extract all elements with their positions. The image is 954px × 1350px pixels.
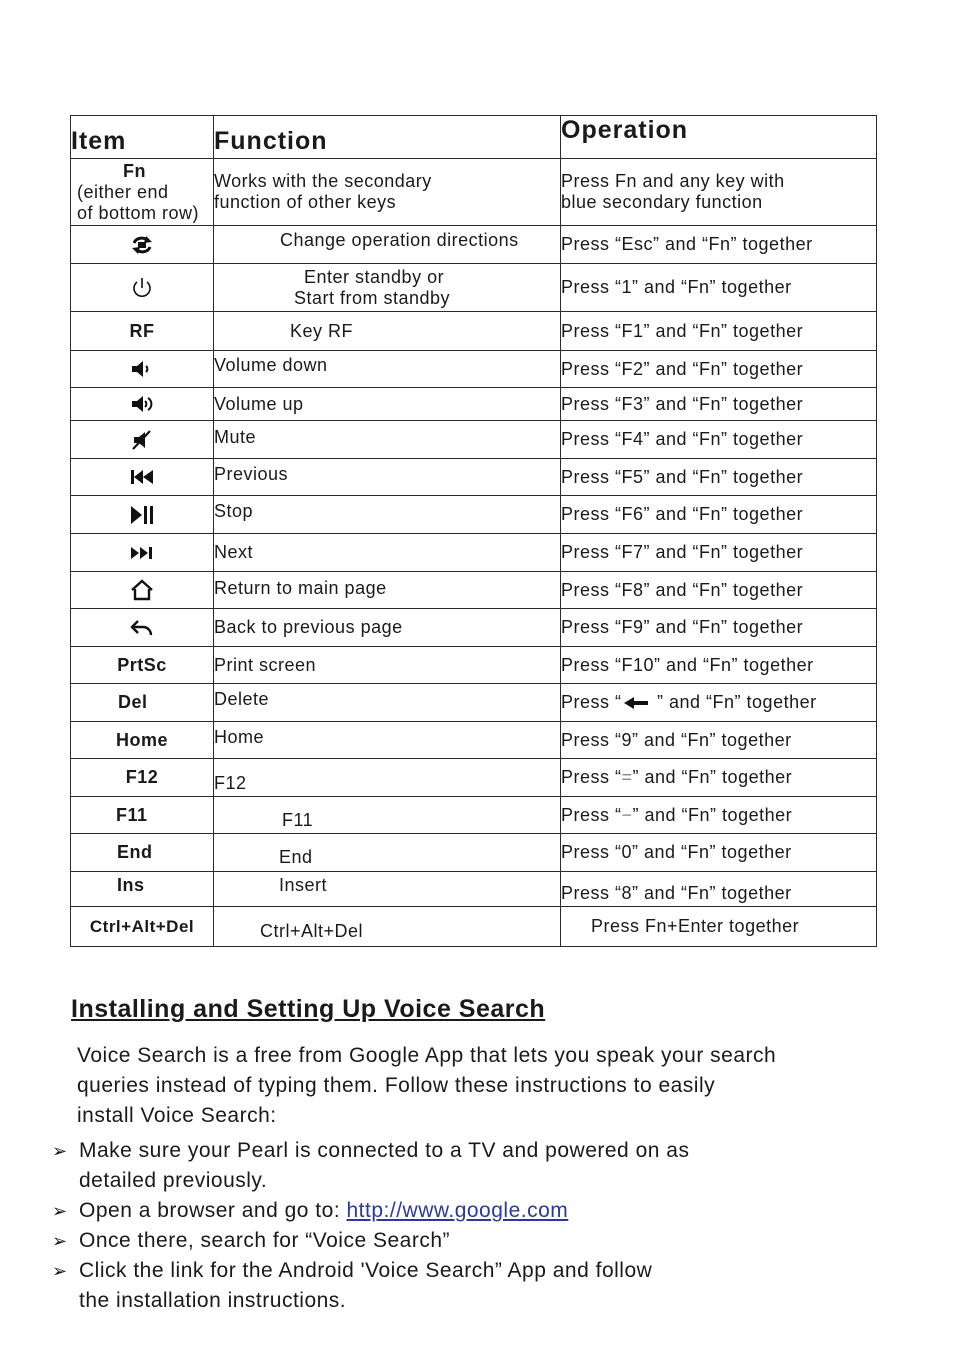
table-row	[71, 459, 877, 496]
header-function: Function	[214, 116, 561, 159]
item-ins: Ins	[71, 872, 214, 907]
table-row	[71, 264, 877, 312]
intro-line: queries instead of typing them. Follow these instructions to easily	[77, 1074, 716, 1097]
operation-cell: Press “F7” and “Fn” together	[561, 534, 877, 572]
step-text: Open a browser and go to:	[79, 1199, 347, 1222]
table-row	[71, 684, 877, 722]
function-cell: Next	[214, 534, 561, 572]
item-home: Home	[71, 722, 214, 759]
operation-line: blue secondary function	[561, 192, 763, 212]
list-item	[52, 1256, 902, 1316]
voice-search-heading: Installing and Setting Up Voice Search	[71, 995, 546, 1023]
function-cell: End	[214, 834, 561, 872]
item-cell	[71, 226, 214, 264]
function-cell	[214, 264, 561, 312]
item-cell	[71, 351, 214, 388]
item-cell	[71, 264, 214, 312]
list-item	[52, 1226, 902, 1256]
operation-line: Press Fn and any key with	[561, 171, 785, 191]
next-track-icon	[129, 541, 155, 565]
volume-down-icon	[129, 357, 155, 381]
function-cell: Delete	[214, 684, 561, 722]
function-cell: Volume down	[214, 351, 561, 388]
fn-note-2: of bottom row)	[77, 202, 200, 223]
item-cell	[71, 572, 214, 609]
backspace-arrow-icon	[622, 695, 652, 711]
item-cell	[71, 534, 214, 572]
install-steps-list	[52, 1136, 902, 1316]
table-row	[71, 872, 877, 907]
function-cell: F11	[214, 797, 561, 834]
function-cell: Back to previous page	[214, 609, 561, 647]
operation-cell: Press “F2” and “Fn” together	[561, 351, 877, 388]
table-row	[71, 907, 877, 947]
step-text: Click the link for the Android 'Voice Search” App and follow	[79, 1259, 653, 1282]
previous-track-icon	[129, 465, 155, 489]
header-item: Item	[71, 116, 214, 159]
item-cell	[71, 459, 214, 496]
item-ctrl-alt-del: Ctrl+Alt+Del	[71, 907, 214, 947]
function-cell: Home	[214, 722, 561, 759]
minus-key-symbol: −	[621, 804, 633, 825]
operation-text: Press “	[561, 767, 622, 787]
table-row	[71, 722, 877, 759]
shortcut-table	[70, 115, 877, 947]
operation-cell: Press “F1” and “Fn” together	[561, 312, 877, 351]
function-cell: Ctrl+Alt+Del	[214, 907, 561, 947]
function-line: function of other keys	[214, 192, 397, 212]
operation-text: Press “	[561, 692, 622, 712]
operation-cell	[561, 684, 877, 722]
intro-line: Voice Search is a free from Google App that lets you speak your search	[77, 1044, 777, 1067]
operation-cell: Press Fn+Enter together	[561, 907, 877, 947]
operation-text: ” and “Fn” together	[632, 804, 793, 825]
arrow-bullet-icon: ➢	[52, 1201, 68, 1221]
table-row	[71, 226, 877, 264]
operation-cell: Press “1” and “Fn” together	[561, 264, 877, 312]
function-cell: Key RF	[214, 312, 561, 351]
table-row	[71, 496, 877, 534]
item-cell	[71, 388, 214, 421]
function-cell: F12	[214, 759, 561, 797]
fn-note-1: (either end	[77, 181, 169, 202]
item-fn	[71, 159, 214, 226]
arrow-bullet-icon: ➢	[52, 1261, 68, 1281]
table-row	[71, 609, 877, 647]
operation-cell: Press “F6” and “Fn” together	[561, 496, 877, 534]
function-line: Start from standby	[294, 287, 451, 308]
operation-cell: Press “F5” and “Fn” together	[561, 459, 877, 496]
table-row	[71, 759, 877, 797]
fn-key-label: Fn	[123, 160, 146, 181]
list-item	[52, 1136, 902, 1196]
arrow-bullet-icon: ➢	[52, 1231, 68, 1251]
table-row	[71, 572, 877, 609]
table-row	[71, 534, 877, 572]
operation-cell: Press “F8” and “Fn” together	[561, 572, 877, 609]
table-row	[71, 312, 877, 351]
step-text: Once there, search for “Voice Search”	[79, 1229, 450, 1252]
operation-cell: Press “F3” and “Fn” together	[561, 388, 877, 421]
operation-cell	[561, 797, 877, 834]
operation-cell	[561, 759, 877, 797]
operation-cell: Press “Esc” and “Fn” together	[561, 226, 877, 264]
mute-icon	[129, 428, 155, 452]
list-item	[52, 1196, 902, 1226]
operation-text: ” and “Fn” together	[632, 767, 793, 787]
table-header-row	[71, 116, 877, 159]
play-pause-icon	[129, 503, 155, 527]
operation-cell: Press “8” and “Fn” together	[561, 872, 877, 907]
function-line: Works with the secondary	[214, 171, 432, 191]
header-operation: Operation	[561, 116, 877, 159]
item-cell	[71, 609, 214, 647]
operation-cell	[561, 159, 877, 226]
operation-text: Press “	[561, 804, 622, 825]
step-text: the installation instructions.	[79, 1289, 347, 1312]
item-end: End	[71, 834, 214, 872]
operation-text: ” and “Fn” together	[651, 692, 817, 712]
back-arrow-icon	[129, 616, 155, 640]
operation-cell: Press “F9” and “Fn” together	[561, 609, 877, 647]
function-line: Enter standby or	[304, 266, 445, 287]
table-row	[71, 159, 877, 226]
function-cell: Volume up	[214, 388, 561, 421]
item-rf: RF	[71, 312, 214, 351]
table-row	[71, 647, 877, 684]
volume-up-icon	[129, 392, 155, 416]
function-cell: Previous	[214, 459, 561, 496]
function-cell: Print screen	[214, 647, 561, 684]
function-cell: Return to main page	[214, 572, 561, 609]
function-cell: Mute	[214, 421, 561, 459]
voice-search-intro	[77, 1041, 877, 1131]
function-cell	[214, 159, 561, 226]
switch-direction-icon	[129, 233, 155, 257]
power-icon	[129, 276, 155, 300]
item-f11: F11	[71, 797, 214, 834]
function-cell: Change operation directions	[214, 226, 561, 264]
item-cell	[71, 496, 214, 534]
operation-cell: Press “F10” and “Fn” together	[561, 647, 877, 684]
item-cell	[71, 421, 214, 459]
item-del: Del	[71, 684, 214, 722]
operation-cell: Press “9” and “Fn” together	[561, 722, 877, 759]
equals-key-symbol: =	[621, 767, 633, 787]
arrow-bullet-icon: ➢	[52, 1141, 68, 1161]
google-link[interactable]: http://www.google.com	[346, 1199, 569, 1222]
intro-line: install Voice Search:	[77, 1104, 277, 1127]
step-text: detailed previously.	[79, 1169, 268, 1192]
function-cell: Stop	[214, 496, 561, 534]
operation-cell: Press “F4” and “Fn” together	[561, 421, 877, 459]
table-row	[71, 797, 877, 834]
table-row	[71, 388, 877, 421]
item-prtsc: PrtSc	[71, 647, 214, 684]
table-row	[71, 834, 877, 872]
step-text: Make sure your Pearl is connected to a TV and powered on as	[79, 1139, 690, 1162]
home-icon	[129, 578, 155, 602]
operation-cell: Press “0” and “Fn” together	[561, 834, 877, 872]
item-f12: F12	[71, 759, 214, 797]
table-row	[71, 421, 877, 459]
table-row	[71, 351, 877, 388]
function-cell: Insert	[214, 872, 561, 907]
